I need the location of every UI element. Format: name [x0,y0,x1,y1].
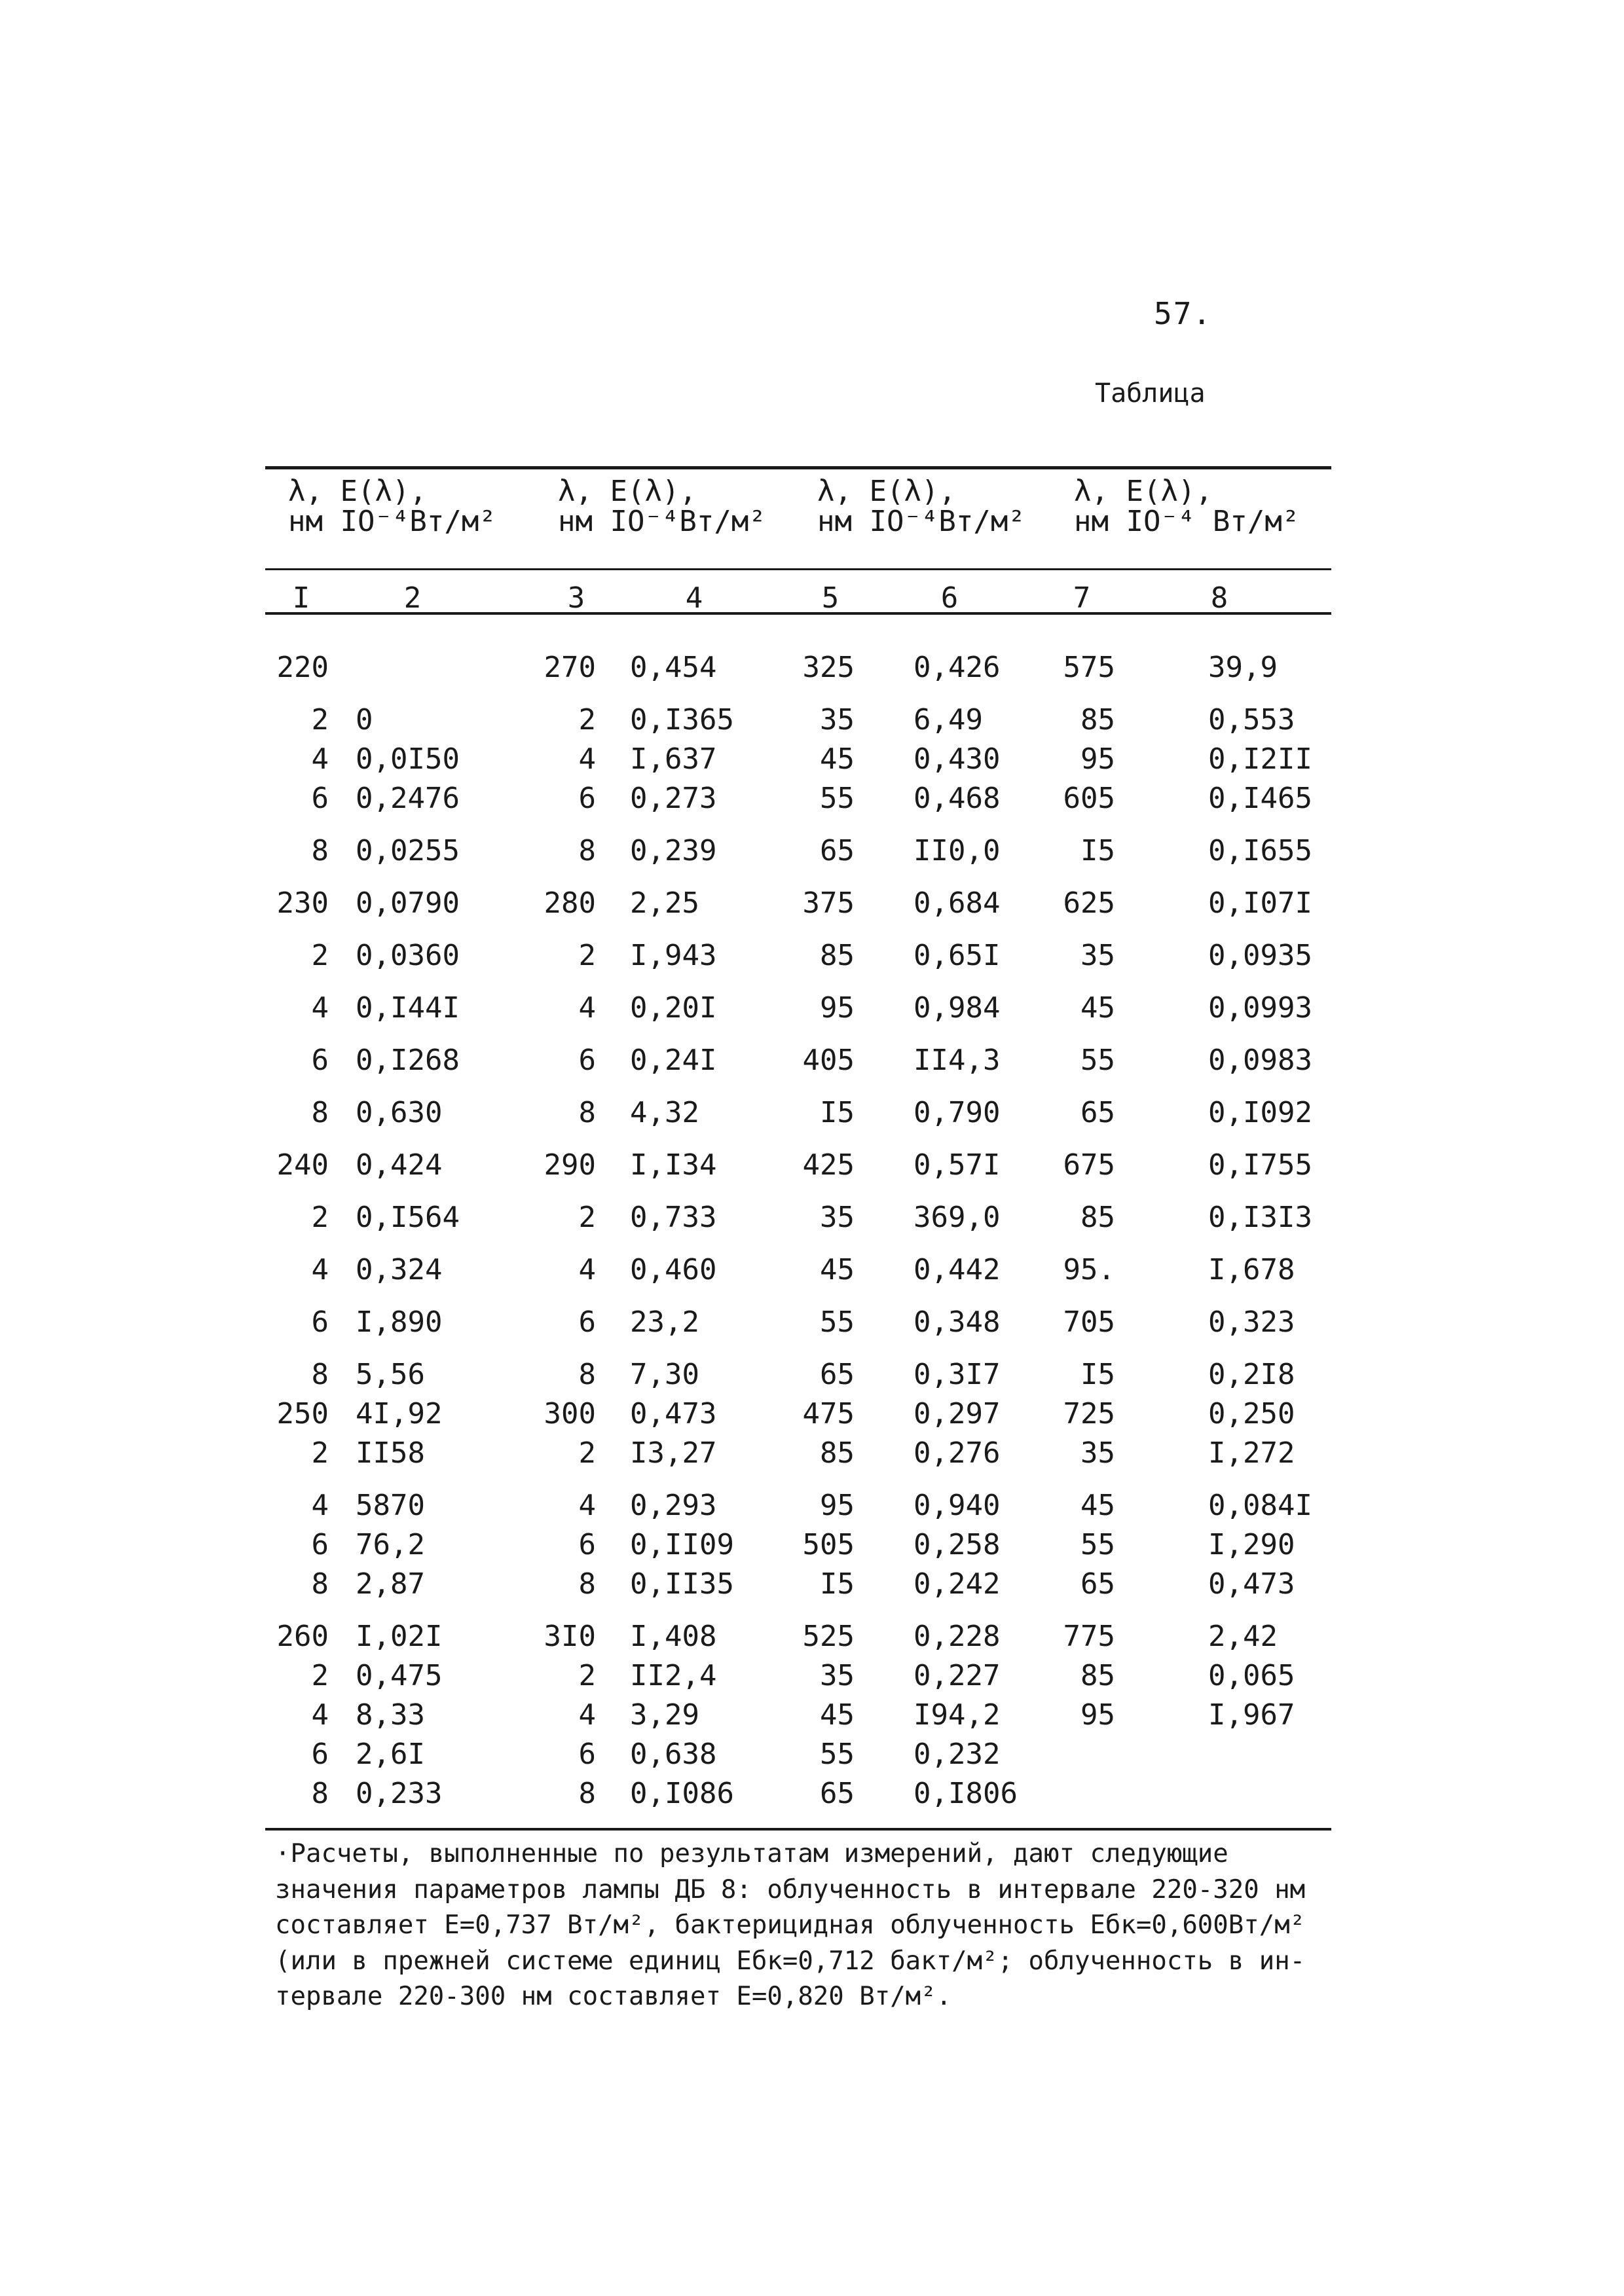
wavelength-cell: 45 [1080,991,1115,1025]
wavelength-cell: 55 [820,1305,855,1339]
wavelength-cell: 8 [311,1096,329,1129]
wavelength-cell: 85 [1080,703,1115,737]
header-group-4 [1074,477,1299,537]
header-bottom: нм IO⁻⁴Вт/м² [288,505,496,539]
wavelength-cell: 85 [1080,1201,1115,1234]
wavelength-cell: 2 [311,1436,329,1470]
header-top: λ, E(λ), [558,475,697,508]
table-bottom-rule [265,1828,1331,1831]
table-header-rule [265,568,1331,570]
wavelength-cell: 270 [544,651,596,684]
irradiance-cell: 0,2I8 [1208,1358,1295,1391]
wavelength-cell: 35 [820,1201,855,1234]
wavelength-cell: 4 [578,1253,596,1286]
irradiance-cell: 0,426 [913,651,1001,684]
wavelength-cell: 325 [802,651,855,684]
irradiance-cell: 39,9 [1208,651,1278,684]
wavelength-cell: 65 [820,1777,855,1810]
irradiance-cell: 0,454 [630,651,717,684]
irradiance-cell: I,290 [1208,1528,1295,1561]
wavelength-cell: 95 [820,1489,855,1522]
irradiance-cell: 2,87 [356,1567,425,1601]
irradiance-cell: 0,0360 [356,939,460,972]
wavelength-cell: 6 [578,1528,596,1561]
header-bottom: нм IO⁻⁴Вт/м² [817,505,1025,539]
irradiance-cell: I3,27 [630,1436,717,1470]
wavelength-cell: I5 [1080,1358,1115,1391]
column-number: 5 [821,581,840,615]
wavelength-cell: 85 [1080,1659,1115,1692]
irradiance-cell: 0,239 [630,834,717,867]
irradiance-cell: 0,65I [913,939,1001,972]
wavelength-cell: 45 [820,742,855,776]
irradiance-cell: 0,20I [630,991,717,1025]
irradiance-cell: I,967 [1208,1698,1295,1732]
wavelength-cell: 2 [311,1201,329,1234]
irradiance-cell: 23,2 [630,1305,699,1339]
wavelength-cell: 230 [276,886,329,920]
wavelength-cell: 6 [578,1738,596,1771]
wavelength-cell: 775 [1063,1620,1115,1653]
irradiance-cell: 0,473 [630,1397,717,1430]
wavelength-cell: 2 [311,939,329,972]
wavelength-cell: 290 [544,1148,596,1182]
wavelength-cell: 45 [820,1253,855,1286]
wavelength-cell: 2 [578,703,596,737]
irradiance-cell: 0,553 [1208,703,1295,737]
wavelength-cell: 35 [1080,1436,1115,1470]
irradiance-cell: 0,I755 [1208,1148,1312,1182]
irradiance-cell: I,I34 [630,1148,717,1182]
header-bottom: нм IO⁻⁴Вт/м² [558,505,766,539]
irradiance-cell: 0,430 [913,742,1001,776]
irradiance-cell: 0,I564 [356,1201,460,1234]
irradiance-cell: 4I,92 [356,1397,443,1430]
irradiance-cell: 0,0983 [1208,1044,1312,1077]
wavelength-cell: 6 [311,1044,329,1077]
column-number: 8 [1210,581,1228,615]
irradiance-cell: 4,32 [630,1096,699,1129]
irradiance-cell: I,272 [1208,1436,1295,1470]
footnote [275,1836,1356,2015]
wavelength-cell: 4 [311,1489,329,1522]
irradiance-cell: 0,I806 [913,1777,1018,1810]
wavelength-cell: 6 [578,1044,596,1077]
irradiance-cell: 0,0993 [1208,991,1312,1025]
irradiance-cell: 0,2476 [356,782,460,815]
irradiance-cell: 6,49 [913,703,983,737]
wavelength-cell: 35 [1080,939,1115,972]
irradiance-cell: I,678 [1208,1253,1295,1286]
irradiance-cell: 0,468 [913,782,1001,815]
wavelength-cell: 475 [802,1397,855,1430]
irradiance-cell: I,408 [630,1620,717,1653]
irradiance-cell: 0,984 [913,991,1001,1025]
column-number: 2 [403,581,422,615]
irradiance-cell: 0,I086 [630,1777,734,1810]
irradiance-cell: 0,638 [630,1738,717,1771]
wavelength-cell: 4 [578,1489,596,1522]
wavelength-cell: 85 [820,1436,855,1470]
irradiance-cell: 0,442 [913,1253,1001,1286]
header-top: λ, E(λ), [288,475,427,508]
irradiance-cell: II58 [356,1436,425,1470]
irradiance-cell: 0,I3I3 [1208,1201,1312,1234]
wavelength-cell: 45 [1080,1489,1115,1522]
irradiance-cell: II4,3 [913,1044,1001,1077]
wavelength-cell: 405 [802,1044,855,1077]
irradiance-cell: 369,0 [913,1201,1001,1234]
wavelength-cell: 280 [544,886,596,920]
column-number: 4 [685,581,703,615]
wavelength-cell: 85 [820,939,855,972]
wavelength-cell: 4 [311,1253,329,1286]
wavelength-cell: 260 [276,1620,329,1653]
wavelength-cell: 8 [578,1358,596,1391]
wavelength-cell: 95 [820,991,855,1025]
wavelength-cell: 6 [578,1305,596,1339]
irradiance-cell: 0,348 [913,1305,1001,1339]
irradiance-cell: 0,273 [630,782,717,815]
irradiance-cell: 0,I44I [356,991,460,1025]
irradiance-cell: 7,30 [630,1358,699,1391]
wavelength-cell: 55 [820,1738,855,1771]
wavelength-cell: 2 [578,1201,596,1234]
irradiance-cell: 0,I465 [1208,782,1312,815]
wavelength-cell: 95. [1063,1253,1115,1286]
wavelength-cell: 4 [311,991,329,1025]
footnote-line: ·Расчеты, выполненные по результатам измерений, дают следующие [275,1839,1228,1868]
wavelength-cell: 4 [578,1698,596,1732]
wavelength-cell: 220 [276,651,329,684]
column-number: 3 [567,581,585,615]
column-number: I [292,581,310,615]
irradiance-cell: 5870 [356,1489,425,1522]
wavelength-cell: 375 [802,886,855,920]
irradiance-cell: 0,297 [913,1397,1001,1430]
wavelength-cell: 425 [802,1148,855,1182]
irradiance-cell: 0,460 [630,1253,717,1286]
irradiance-cell: 2,6I [356,1738,425,1771]
irradiance-cell: 0,I092 [1208,1096,1312,1129]
header-top: λ, E(λ), [817,475,956,508]
wavelength-cell: 675 [1063,1148,1115,1182]
wavelength-cell: 8 [311,1567,329,1601]
wavelength-cell: 2 [311,703,329,737]
irradiance-cell: 0,790 [913,1096,1001,1129]
wavelength-cell: 65 [1080,1096,1115,1129]
wavelength-cell: 8 [578,1777,596,1810]
wavelength-cell: 8 [311,834,329,867]
footnote-line: составляет E=0,737 Вт/м², бактерицидная облученность Eбк=0,600Вт/м² [275,1910,1306,1941]
irradiance-cell: 0,0790 [356,886,460,920]
wavelength-cell: 300 [544,1397,596,1430]
wavelength-cell: 625 [1063,886,1115,920]
irradiance-cell: 0,630 [356,1096,443,1129]
irradiance-cell: 0,233 [356,1777,443,1810]
wavelength-cell: 705 [1063,1305,1115,1339]
irradiance-cell: 0,324 [356,1253,443,1286]
wavelength-cell: 4 [311,1698,329,1732]
irradiance-cell: 0,293 [630,1489,717,1522]
wavelength-cell: 2 [578,1659,596,1692]
wavelength-cell: 4 [311,742,329,776]
irradiance-cell: 0,733 [630,1201,717,1234]
wavelength-cell: 250 [276,1397,329,1430]
irradiance-cell: 0,24I [630,1044,717,1077]
wavelength-cell: I5 [820,1567,855,1601]
irradiance-cell: 0,228 [913,1620,1001,1653]
irradiance-cell: I,637 [630,742,717,776]
irradiance-cell: 2,25 [630,886,699,920]
wavelength-cell: I5 [1080,834,1115,867]
table-caption: Таблица [1095,378,1206,409]
irradiance-cell: 76,2 [356,1528,425,1561]
header-group-1 [288,477,496,537]
wavelength-cell: 525 [802,1620,855,1653]
irradiance-cell: 0,424 [356,1148,443,1182]
irradiance-cell: 0,227 [913,1659,1001,1692]
irradiance-cell: 0,0255 [356,834,460,867]
wavelength-cell: 4 [578,991,596,1025]
irradiance-cell: 0,940 [913,1489,1001,1522]
irradiance-cell: I,02I [356,1620,443,1653]
wavelength-cell: 8 [311,1777,329,1810]
irradiance-cell: 0,0I50 [356,742,460,776]
wavelength-cell: 575 [1063,651,1115,684]
irradiance-cell: 0,258 [913,1528,1001,1561]
wavelength-cell: 505 [802,1528,855,1561]
wavelength-cell: 3I0 [544,1620,596,1653]
wavelength-cell: 240 [276,1148,329,1182]
column-number: 7 [1073,581,1091,615]
wavelength-cell: 95 [1080,1698,1115,1732]
column-number: 6 [940,581,959,615]
irradiance-cell: 0,276 [913,1436,1001,1470]
wavelength-cell: 55 [1080,1528,1115,1561]
wavelength-cell: 8 [578,1096,596,1129]
irradiance-cell: 0,I2II [1208,742,1312,776]
irradiance-cell: 2,42 [1208,1620,1278,1653]
page-number: 57. [1154,296,1213,331]
wavelength-cell: 55 [1080,1044,1115,1077]
wavelength-cell: 605 [1063,782,1115,815]
header-group-2 [558,477,766,537]
irradiance-cell: 0,473 [1208,1567,1295,1601]
irradiance-cell: 0,I365 [630,703,734,737]
irradiance-cell: 0,475 [356,1659,443,1692]
irradiance-cell: 0,3I7 [913,1358,1001,1391]
irradiance-cell: 0,I268 [356,1044,460,1077]
wavelength-cell: 55 [820,782,855,815]
header-group-3 [817,477,1025,537]
wavelength-cell: 65 [1080,1567,1115,1601]
wavelength-cell: 45 [820,1698,855,1732]
wavelength-cell: 2 [311,1659,329,1692]
irradiance-cell: 0,I07I [1208,886,1312,920]
wavelength-cell: 8 [311,1358,329,1391]
wavelength-cell: 65 [820,834,855,867]
irradiance-cell: I,943 [630,939,717,972]
irradiance-cell: I94,2 [913,1698,1001,1732]
irradiance-cell: 0,084I [1208,1489,1312,1522]
wavelength-cell: 725 [1063,1397,1115,1430]
irradiance-cell: 0,684 [913,886,1001,920]
footnote-line: значения параметров лампы ДБ 8: облученность в интервале 220-320 нм [275,1874,1306,1904]
wavelength-cell: 6 [311,1738,329,1771]
irradiance-cell: 5,56 [356,1358,425,1391]
wavelength-cell: 2 [578,939,596,972]
irradiance-cell: 0,II09 [630,1528,734,1561]
irradiance-cell: 0,I655 [1208,834,1312,867]
header-bottom: нм IO⁻⁴ Вт/м² [1074,505,1300,539]
irradiance-cell: 8,33 [356,1698,425,1732]
irradiance-cell: 0,242 [913,1567,1001,1601]
wavelength-cell: I5 [820,1096,855,1129]
wavelength-cell: 35 [820,1659,855,1692]
irradiance-cell: 0,250 [1208,1397,1295,1430]
wavelength-cell: 6 [311,782,329,815]
wavelength-cell: 35 [820,703,855,737]
irradiance-cell: 0,232 [913,1738,1001,1771]
irradiance-cell: 0,323 [1208,1305,1295,1339]
irradiance-cell: II2,4 [630,1659,717,1692]
irradiance-cell: 0,II35 [630,1567,734,1601]
table-top-rule [265,466,1331,469]
wavelength-cell: 6 [578,782,596,815]
wavelength-cell: 6 [311,1528,329,1561]
irradiance-cell: 0,0935 [1208,939,1312,972]
footnote-line: тервале 220-300 нм составляет E=0,820 Вт/м². [275,1982,952,2012]
wavelength-cell: 6 [311,1305,329,1339]
irradiance-cell: 0,065 [1208,1659,1295,1692]
irradiance-cell: II0,0 [913,834,1001,867]
wavelength-cell: 95 [1080,742,1115,776]
irradiance-cell: 3,29 [630,1698,699,1732]
wavelength-cell: 8 [578,1567,596,1601]
irradiance-cell: 0 [356,703,373,737]
header-top: λ, E(λ), [1074,475,1213,508]
wavelength-cell: 8 [578,834,596,867]
irradiance-cell: I,890 [356,1305,443,1339]
wavelength-cell: 4 [578,742,596,776]
wavelength-cell: 2 [578,1436,596,1470]
wavelength-cell: 65 [820,1358,855,1391]
footnote-line: (или в прежней системе единиц Eбк=0,712 бакт/м²; облученность в ин- [275,1946,1306,1976]
irradiance-cell: 0,57I [913,1148,1001,1182]
